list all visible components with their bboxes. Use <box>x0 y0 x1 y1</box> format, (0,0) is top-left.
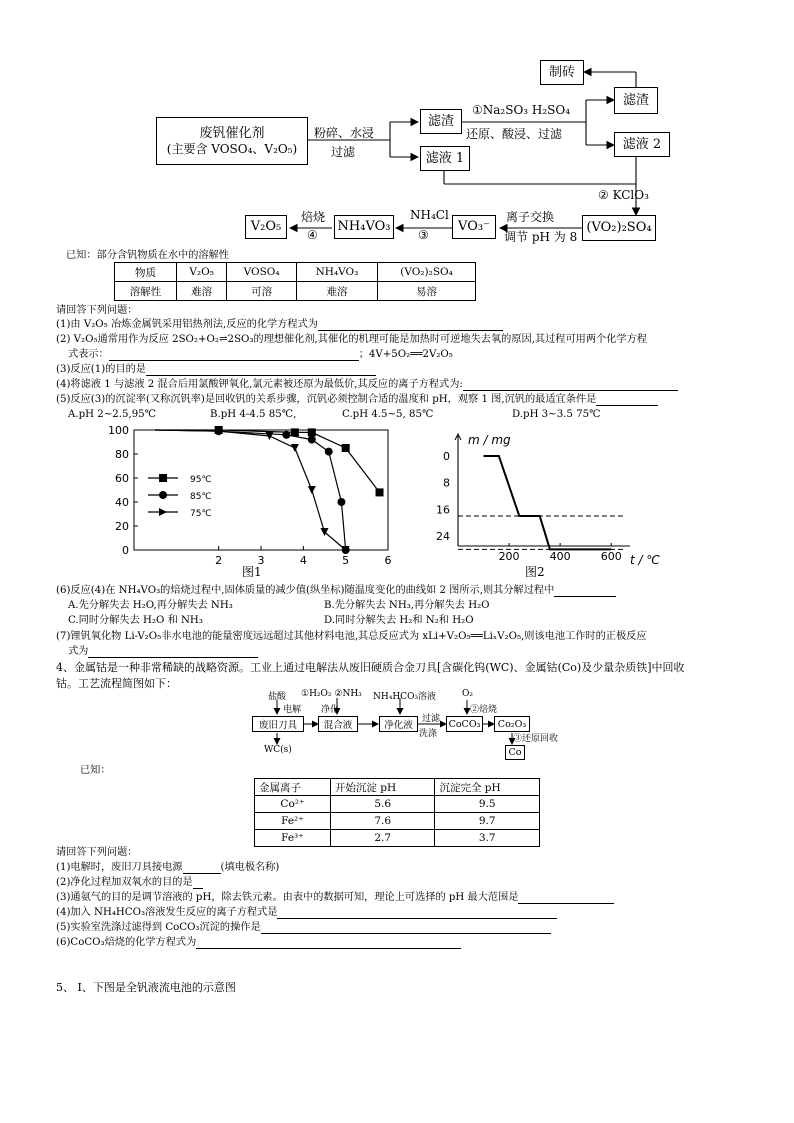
table-cell: Fe³⁺ <box>255 830 331 847</box>
wc-label: WC(s) <box>264 745 292 755</box>
roast-label: 焙烧 <box>301 210 326 224</box>
y-axis-label: m / mg <box>468 433 511 447</box>
problem-4-title: 4、金属钴是一种非常稀缺的战略资源。工业上通过电解法从废旧硬质合金刀具[含碳化钨(WC)、金属钴(Co)及少量杂质铁]中回收 <box>56 661 685 674</box>
question-2-suffix: ；4V+5O₂══2V₂O₅ <box>358 349 453 360</box>
known-2-label: 已知： <box>80 765 111 776</box>
option-5b: B.pH 4-4.5 85℃, <box>210 409 297 420</box>
table-cell: 沉淀完全 pH <box>435 779 540 796</box>
data-point-circle <box>325 448 333 456</box>
problem-4-q1 <box>56 861 279 874</box>
electrolysis-label: 电解 <box>283 705 302 715</box>
legend-label: 85℃ <box>190 492 212 502</box>
problem-4-q1-text: (1)电解时，废旧刀具接电源 <box>56 862 183 873</box>
option-6b: B.先分解失去 NH₃,再分解失去 H₂O <box>324 600 490 611</box>
problem-4-q6 <box>56 936 461 949</box>
wash-label: 洗涤 <box>419 729 438 739</box>
raw-material-box <box>156 117 308 165</box>
table-cell: 5.6 <box>330 796 435 813</box>
option-5d: D.pH 3~3.5 75℃ <box>512 409 601 420</box>
roast2-label: ②焙烧 <box>470 705 498 715</box>
raw-material-sub: (主要含 VOSO₄、V₂O₅) <box>166 141 298 156</box>
y-tick-label: 8 <box>443 476 450 490</box>
table-row <box>255 796 540 813</box>
y-tick-label: 24 <box>436 530 450 543</box>
data-point-square <box>291 428 299 436</box>
table-cell: Fe²⁺ <box>255 813 331 830</box>
option-6c: C.同时分解失去 H₂O 和 NH₃ <box>68 615 203 626</box>
answer-blank[interactable] <box>146 364 376 376</box>
nh4cl-label: NH₄Cl <box>410 208 449 222</box>
answer-blank[interactable] <box>518 892 614 904</box>
x-tick-label: 600 <box>600 550 622 563</box>
problem-4-q5 <box>56 921 551 934</box>
data-point-square <box>376 488 384 496</box>
data-point-triangle <box>308 486 316 494</box>
kclo3-label: ② KClO₃ <box>598 188 649 202</box>
question-5 <box>56 393 658 406</box>
question-4 <box>56 378 678 391</box>
legend-marker <box>159 508 167 516</box>
table-cell: 难溶 <box>176 282 226 301</box>
y-tick-label: 16 <box>436 503 450 517</box>
table-cell: 溶解性 <box>115 282 177 301</box>
table-cell: 7.6 <box>330 813 435 830</box>
filtrate2-box: 滤液 2 <box>614 132 670 157</box>
step1-top-label: 粉碎、水浸 <box>314 126 375 140</box>
purify-label: 净化 <box>321 705 340 715</box>
x-tick-label: 2 <box>215 554 223 567</box>
problem-4-q5-text: (5)实验室洗涤过滤得到 CoCO₃沉淀的操作是 <box>56 922 261 933</box>
flow1-connectors <box>0 0 794 250</box>
answer-blank[interactable] <box>183 862 221 874</box>
data-point-circle <box>308 436 316 444</box>
residue2-box: 滤渣 <box>614 87 658 114</box>
problem-4-title-cont: 钴。工艺流程简图如下： <box>56 677 177 690</box>
reduce-label: ③还原回收 <box>513 734 559 744</box>
table-cell: 金属离子 <box>255 779 331 796</box>
v2o5-box: V₂O₅ <box>245 215 287 239</box>
step2-bottom-label: 还原、酸浸、过滤 <box>466 127 563 141</box>
data-point-circle <box>337 498 345 506</box>
o2-label: O₂ <box>462 689 473 699</box>
figure-1-chart <box>98 422 398 582</box>
problem-5-title: 5、 I、下图是全钒液流电池的示意图 <box>56 981 236 994</box>
h2o2-nh3-label: ①H₂O₂ ②NH₃ <box>301 689 362 699</box>
problem-4-q1-suffix: (填电极名称) <box>220 862 280 873</box>
filter-label: 过滤 <box>422 714 441 724</box>
table-cell: VOSO₄ <box>227 263 297 282</box>
problem-4-q3-text: (3)通氨气的目的是调节溶液的 pH，除去铁元素。由表中的数据可知，理论上可选择的 pH 最大范围是 <box>56 892 519 903</box>
table-row <box>255 779 540 796</box>
y-tick-label: 40 <box>115 496 129 509</box>
question-7-prefix: 式为 <box>68 646 89 657</box>
brick-box: 制砖 <box>540 60 584 85</box>
legend-marker <box>159 474 167 482</box>
table-cell: 难溶 <box>296 282 377 301</box>
nh4vo3-box: NH₄VO₃ <box>334 215 394 239</box>
question-1 <box>56 318 503 331</box>
problem-4-q4-text: (4)加入 NH₄HCO₃溶液发生反应的离子方程式是 <box>56 907 278 918</box>
vo2so4-box: (VO₂)₂SO₄ <box>582 215 656 241</box>
legend-marker <box>159 491 167 499</box>
answer-blank[interactable] <box>554 585 616 597</box>
mixed-liquid-box: 混合液 <box>318 716 358 732</box>
co2o3-box: Co₂O₃ <box>494 716 530 732</box>
answer-blank[interactable] <box>109 349 359 361</box>
problem-4-intro: 请回答下列问题： <box>56 847 138 858</box>
question-3-text: (3)反应(1)的目的是 <box>56 364 146 375</box>
legend-label: 95℃ <box>190 475 212 485</box>
answer-blank[interactable] <box>193 877 203 889</box>
answer-blank[interactable] <box>88 646 258 658</box>
answer-blank[interactable] <box>261 922 551 934</box>
nh4hco3-label: NH₄HCO₃溶液 <box>373 692 437 702</box>
waste-tool-box: 废旧刀具 <box>252 716 304 732</box>
question-6-text: (6)反应(4)在 NH₄VO₃的焙烧过程中,固体质量的减少值(纵坐标)随温度变化的曲线如 2 图所示,则其分解过程中 <box>56 585 555 596</box>
series-line <box>155 430 346 550</box>
step2-top-label: ①Na₂SO₃ H₂SO₄ <box>472 103 571 117</box>
table-row <box>255 830 540 847</box>
y-tick-label: 20 <box>115 520 129 533</box>
question-7-line1: (7)锂钒氧化物 Li-V₂O₅非水电池的能量密度远远超过其他材料电池,其总反应式为 xLi+V₂O₅══LiₓV₂O₅,则该电池工作时的正极反应 <box>56 631 647 642</box>
question-4-text: (4)将滤液 1 与滤液 2 混合后用氯酸钾氧化,氯元素被还原为最低价,其反应的离子方程式为: <box>56 379 463 390</box>
question-3 <box>56 363 376 376</box>
legend-label: 75℃ <box>190 509 212 519</box>
data-point-triangle <box>291 444 299 452</box>
table-cell: 开始沉淀 pH <box>330 779 435 796</box>
y-tick-label: 100 <box>108 424 129 437</box>
coco3-box: CoCO₃ <box>446 716 483 732</box>
figure-2-caption: 图2 <box>525 565 545 579</box>
problem-4-q3 <box>56 891 614 904</box>
question-2-line1: (2) V₂O₅通常用作为反应 2SO₂+O₂⇌2SO₃的理想催化剂,其催化的机理可能是加热时可逆地失去氧的原因,其过程可用两个化学方程 <box>56 334 647 345</box>
y-tick-label: 0 <box>122 544 129 557</box>
step3-label: ③ <box>418 228 429 242</box>
step4-label: ④ <box>307 228 318 242</box>
question-6 <box>56 584 616 597</box>
data-point-circle <box>282 431 290 439</box>
table-cell: V₂O₅ <box>176 263 226 282</box>
answer-blank[interactable] <box>596 394 658 406</box>
option-5a: A.pH 2~2.5,95℃ <box>68 409 157 420</box>
residue-box: 滤渣 <box>420 109 462 134</box>
question-1-text: (1)由 V₂O₅ 冶炼金属钒采用铝热剂法,反应的化学方程式为 <box>56 319 318 330</box>
figure-2-chart <box>424 432 660 582</box>
table-cell: 3.7 <box>435 830 540 847</box>
x-tick-label: 6 <box>384 554 392 567</box>
table-cell: 2.7 <box>330 830 435 847</box>
problem-4-q2 <box>56 876 203 889</box>
filtrate1-box: 滤液 1 <box>420 146 470 171</box>
data-point-square <box>308 428 316 436</box>
table-row <box>115 263 476 282</box>
data-point-square <box>342 444 350 452</box>
x-tick-label: 400 <box>549 550 571 563</box>
question-5-text: (5)反应(3)的沉淀率(又称沉钒率)是回收钒的关系步骤，沉钒必须控制合适的温度和 pH，观察 1 图,沉钒的最适宜条件是 <box>56 394 597 405</box>
option-5c: C.pH 4.5~5, 85℃ <box>342 409 434 420</box>
ion-ph-table <box>254 778 540 847</box>
step1-bottom-label: 过滤 <box>331 145 356 159</box>
answer-blank[interactable] <box>196 937 461 949</box>
table-cell: 9.7 <box>435 813 540 830</box>
problem-4-q2-text: (2)净化过程加双氧水的目的是 <box>56 877 193 888</box>
table-cell: NH₄VO₃ <box>296 263 377 282</box>
mass-loss-curve <box>484 456 612 549</box>
plot-frame <box>134 430 388 550</box>
x-axis-label: t / ℃ <box>630 553 660 567</box>
question-2-line2 <box>68 348 453 361</box>
option-6d: D.同时分解失去 H₂和 N₂和 H₂O <box>324 615 474 626</box>
solubility-table <box>114 262 476 301</box>
table-cell: Co²⁺ <box>255 796 331 813</box>
questions-intro: 请回答下列问题： <box>56 305 138 316</box>
table-row <box>255 813 540 830</box>
table-cell: (VO₂)₂SO₄ <box>378 263 476 282</box>
table-cell: 物质 <box>115 263 177 282</box>
y-tick-label: 80 <box>115 448 129 461</box>
known-solubility-label: 已知：部分含钒物质在水中的溶解性 <box>66 250 229 261</box>
y-tick-label: 60 <box>115 472 129 485</box>
hcl-label: 盐酸 <box>268 692 287 702</box>
adjust-ph-label: 调节 pH 为 8 <box>504 230 578 244</box>
table-cell: 易溶 <box>378 282 476 301</box>
answer-blank[interactable] <box>318 319 503 331</box>
co-box: Co <box>505 745 525 760</box>
table-cell: 可溶 <box>227 282 297 301</box>
question-2-prefix: 式表示： <box>68 349 109 360</box>
x-tick-label: 3 <box>257 554 265 567</box>
answer-blank[interactable] <box>277 907 557 919</box>
problem-4-q4 <box>56 906 557 919</box>
figure-1-caption: 图1 <box>242 565 262 579</box>
series-line <box>155 430 379 492</box>
table-cell: 9.5 <box>435 796 540 813</box>
problem-4-q6-text: (6)CoCO₃焙烧的化学方程式为 <box>56 937 197 948</box>
x-tick-label: 4 <box>299 554 307 567</box>
x-tick-label: 200 <box>498 550 520 563</box>
answer-blank[interactable] <box>463 379 678 391</box>
y-tick-label: 0 <box>443 450 450 463</box>
series-line <box>155 430 346 550</box>
ion-exchange-label: 离子交换 <box>506 210 555 224</box>
raw-material-label: 废钒催化剂 <box>199 126 265 141</box>
purified-liquid-box: 净化液 <box>379 716 418 732</box>
question-7-line2 <box>68 645 258 658</box>
x-tick-label: 5 <box>342 554 350 567</box>
vo3-box: VO₃⁻ <box>452 215 496 239</box>
option-6a: A.先分解失去 H₂O,再分解失去 NH₃ <box>68 600 233 611</box>
table-row <box>115 282 476 301</box>
